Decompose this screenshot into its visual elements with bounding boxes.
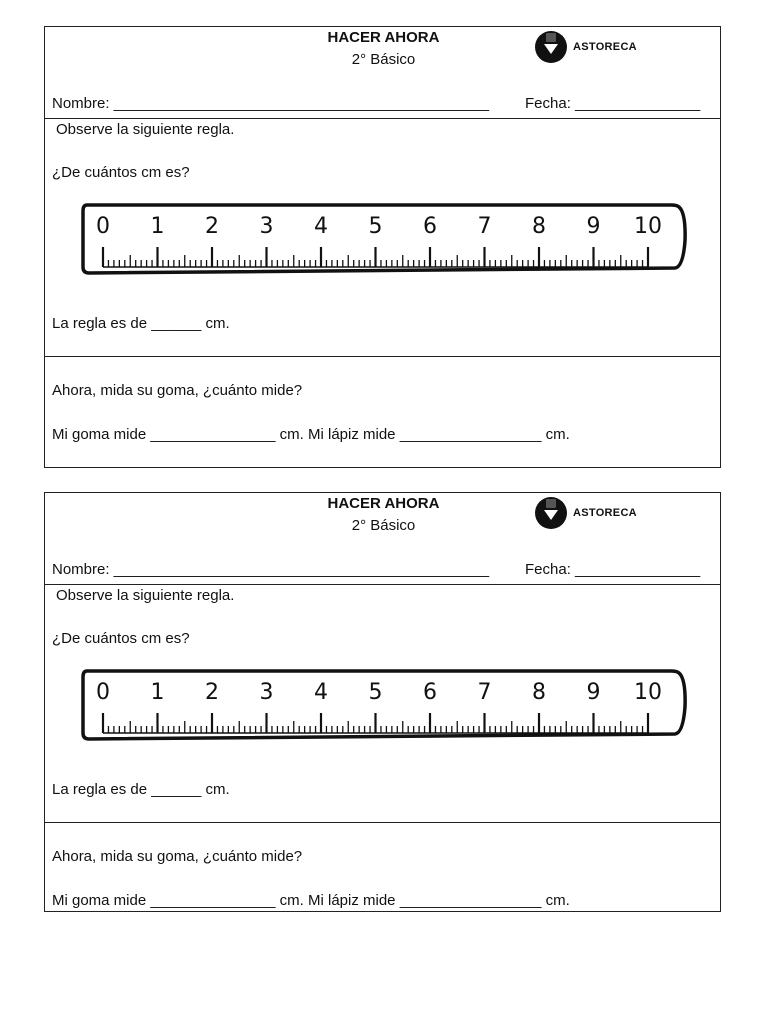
grade-label: 2° Básico — [351, 517, 416, 534]
question-text: ¿De cuántos cm es? — [52, 164, 190, 181]
measure-section — [45, 823, 720, 911]
ruler-section — [45, 119, 720, 357]
question-text: ¿De cuántos cm es? — [52, 630, 190, 647]
ruler-number-label: 1 — [150, 214, 165, 239]
ruler-number-label: 5 — [368, 214, 383, 239]
ruler-number-label: 0 — [96, 214, 110, 239]
ruler-number-label: 10 — [634, 214, 662, 239]
ruler-number-label: 7 — [477, 680, 492, 705]
ruler-image — [79, 667, 691, 747]
astoreca-logo — [535, 30, 637, 64]
astoreca-logo — [535, 496, 637, 530]
astoreca-logo-icon — [535, 497, 567, 529]
date-field[interactable]: Fecha: _______________ — [525, 561, 701, 578]
answer-line[interactable]: La regla es de ______ cm. — [52, 315, 230, 332]
answer-line[interactable]: La regla es de ______ cm. — [52, 781, 230, 798]
logo-text: ASTORECA — [573, 41, 637, 53]
ruler-number-label: 5 — [368, 680, 383, 705]
ruler-number-label: 3 — [259, 680, 274, 705]
worksheet-title: HACER AHORA — [327, 29, 440, 46]
ruler-number-label: 2 — [205, 214, 219, 239]
ruler-number-label: 6 — [423, 680, 437, 705]
ruler-number-label: 8 — [532, 680, 546, 705]
date-field[interactable]: Fecha: _______________ — [525, 95, 701, 112]
worksheet-header — [45, 27, 720, 119]
ruler-number-label: 3 — [259, 214, 274, 239]
ruler-number-label: 0 — [96, 680, 110, 705]
ruler-number-label: 7 — [477, 214, 492, 239]
measure-question: Ahora, mida su goma, ¿cuánto mide? — [52, 382, 303, 399]
worksheet-2 — [44, 492, 721, 912]
name-field[interactable]: Nombre: _____________________________________________ — [52, 561, 490, 578]
ruler-number-label: 4 — [314, 214, 328, 239]
instruction-text: Observe la siguiente regla. — [56, 121, 235, 138]
measure-question: Ahora, mida su goma, ¿cuánto mide? — [52, 848, 303, 865]
ruler-number-label: 9 — [586, 680, 601, 705]
measure-line[interactable]: Mi goma mide _______________ cm. Mi lápiz mide _________________ cm. — [52, 426, 570, 443]
ruler-number-label: 1 — [150, 680, 165, 705]
ruler-number-label: 9 — [586, 214, 601, 239]
measure-section — [45, 357, 720, 467]
ruler-section — [45, 585, 720, 823]
worksheet-title: HACER AHORA — [327, 495, 440, 512]
worksheet-1 — [44, 26, 721, 468]
astoreca-logo-icon — [535, 31, 567, 63]
worksheet-header — [45, 493, 720, 585]
measure-line[interactable]: Mi goma mide _______________ cm. Mi lápiz mide _________________ cm. — [52, 892, 570, 909]
ruler-number-label: 10 — [634, 680, 662, 705]
ruler-image — [79, 201, 691, 281]
ruler-number-label: 6 — [423, 214, 437, 239]
ruler-number-label: 8 — [532, 214, 546, 239]
name-field[interactable]: Nombre: _____________________________________________ — [52, 95, 490, 112]
logo-text: ASTORECA — [573, 507, 637, 519]
ruler-number-label: 2 — [205, 680, 219, 705]
ruler-number-label: 4 — [314, 680, 328, 705]
instruction-text: Observe la siguiente regla. — [56, 587, 235, 604]
grade-label: 2° Básico — [351, 51, 416, 68]
